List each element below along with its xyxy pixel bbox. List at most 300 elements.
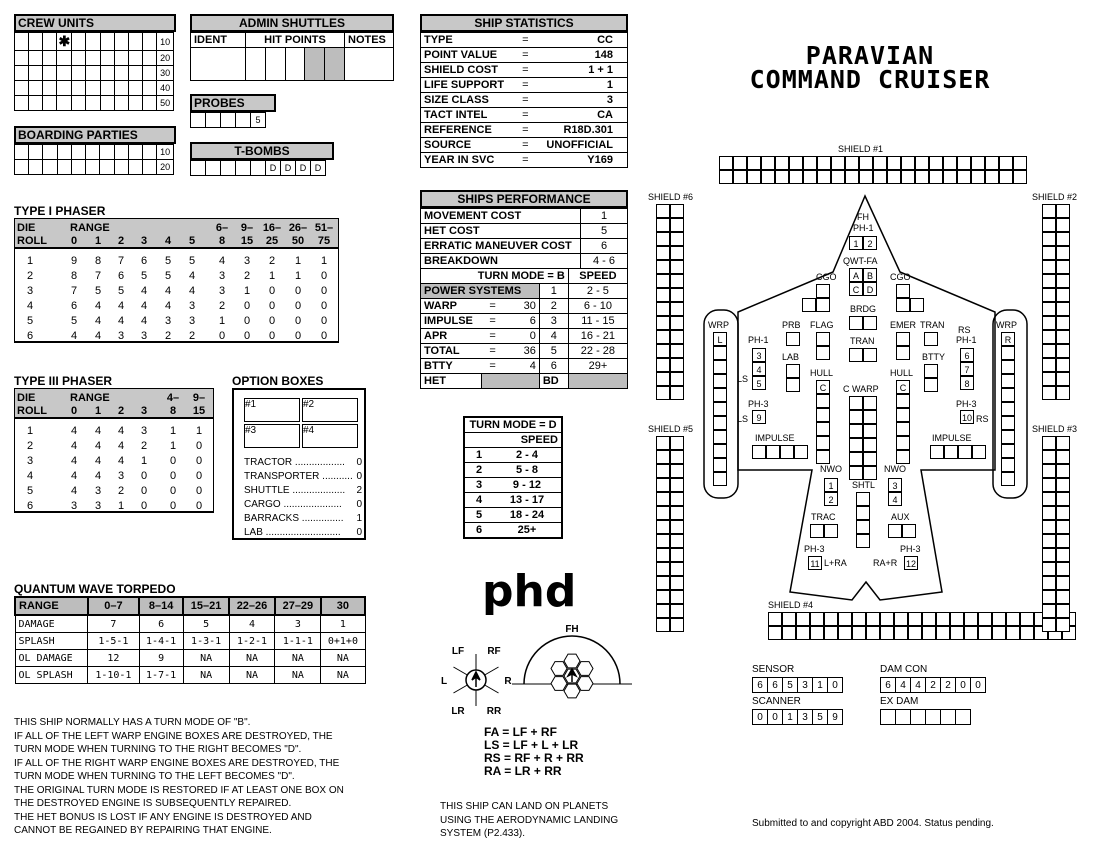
shield-2-box[interactable] <box>1056 330 1070 344</box>
shield-5-box[interactable] <box>670 450 684 464</box>
shield-1-box[interactable] <box>845 170 859 184</box>
boarding-party-box[interactable] <box>128 160 142 175</box>
crew-unit-box[interactable] <box>128 51 142 66</box>
sensor-box[interactable]: 6 <box>767 677 783 693</box>
left-warp-box[interactable] <box>713 430 727 444</box>
boarding-party-box[interactable] <box>71 160 85 175</box>
impulse-box[interactable] <box>958 445 972 459</box>
shield-3-box[interactable] <box>1056 590 1070 604</box>
shield-6-box[interactable] <box>656 246 670 260</box>
crew-unit-box[interactable] <box>15 33 29 51</box>
hull-box[interactable] <box>896 436 910 450</box>
shield-2-box[interactable] <box>1056 288 1070 302</box>
shield-5-box[interactable] <box>656 450 670 464</box>
cargo-box[interactable] <box>910 298 924 312</box>
shield-1-box[interactable] <box>817 170 831 184</box>
shield-1-box[interactable] <box>859 170 873 184</box>
shield-3-box[interactable] <box>1042 506 1056 520</box>
scanner-box[interactable]: 3 <box>797 709 813 725</box>
shield-6-box[interactable] <box>656 232 670 246</box>
hull-box[interactable] <box>816 394 830 408</box>
boarding-party-box[interactable] <box>142 145 156 160</box>
shield-5-box[interactable] <box>670 534 684 548</box>
shield-6-box[interactable] <box>656 302 670 316</box>
aux-box[interactable] <box>888 524 902 538</box>
shield-3-box[interactable] <box>1042 590 1056 604</box>
phaser-3-box[interactable]: 11 <box>808 556 822 570</box>
shield-1-box[interactable] <box>719 170 733 184</box>
shield-1-box[interactable] <box>985 170 999 184</box>
shield-5-box[interactable] <box>656 506 670 520</box>
shield-1-box[interactable] <box>901 170 915 184</box>
right-warp-box[interactable] <box>1001 444 1015 458</box>
exdam-box[interactable] <box>955 709 971 725</box>
shield-2-box[interactable] <box>1056 218 1070 232</box>
right-warp-box[interactable] <box>1001 402 1015 416</box>
boarding-party-box[interactable] <box>15 160 29 175</box>
damcon-box[interactable]: 4 <box>895 677 911 693</box>
shield-4-box[interactable] <box>810 626 824 640</box>
right-warp-box[interactable]: R <box>1001 332 1015 346</box>
shield-5-box[interactable] <box>656 590 670 604</box>
shuttle-box[interactable] <box>856 520 870 534</box>
boarding-party-box[interactable] <box>57 160 71 175</box>
shield-6-box[interactable] <box>656 218 670 232</box>
right-warp-box[interactable] <box>1001 472 1015 486</box>
shield-3-box[interactable] <box>1056 492 1070 506</box>
dummy-box[interactable]: D <box>266 161 281 176</box>
shield-4-box[interactable] <box>964 612 978 626</box>
shield-2-box[interactable] <box>1042 316 1056 330</box>
left-warp-box[interactable] <box>713 374 727 388</box>
shield-1-box[interactable] <box>789 170 803 184</box>
shield-4-box[interactable] <box>852 626 866 640</box>
shield-5-box[interactable] <box>656 436 670 450</box>
shield-5-box[interactable] <box>656 576 670 590</box>
shield-3-box[interactable] <box>1042 562 1056 576</box>
shield-4-box[interactable] <box>838 612 852 626</box>
crew-unit-box[interactable] <box>15 81 29 96</box>
shield-5-box[interactable] <box>656 534 670 548</box>
exdam-box[interactable] <box>925 709 941 725</box>
transporter-box[interactable] <box>924 332 938 346</box>
tractor-box[interactable] <box>810 524 824 538</box>
emer-box[interactable] <box>896 332 910 346</box>
shield-5-box[interactable] <box>656 464 670 478</box>
hull-c-box[interactable]: C <box>896 380 910 394</box>
shield-2-box[interactable] <box>1056 358 1070 372</box>
boarding-party-box[interactable] <box>142 160 156 175</box>
shield-1-box[interactable] <box>747 156 761 170</box>
het-box[interactable] <box>481 374 539 389</box>
shield-1-box[interactable] <box>733 156 747 170</box>
shield-2-box[interactable] <box>1056 260 1070 274</box>
crew-unit-box[interactable] <box>29 66 43 81</box>
hull-box[interactable] <box>816 408 830 422</box>
shield-5-box[interactable] <box>670 618 684 632</box>
boarding-party-box[interactable] <box>43 160 57 175</box>
crew-unit-box[interactable] <box>128 66 142 81</box>
crew-unit-box[interactable] <box>143 51 157 66</box>
shield-3-box[interactable] <box>1056 450 1070 464</box>
ident-cell[interactable] <box>191 48 246 81</box>
impulse-box[interactable] <box>766 445 780 459</box>
shield-6-box[interactable] <box>670 274 684 288</box>
crew-unit-box[interactable] <box>43 51 57 66</box>
boarding-party-box[interactable] <box>86 160 100 175</box>
probe-launcher-box[interactable] <box>786 332 800 346</box>
shield-5-box[interactable] <box>670 576 684 590</box>
shield-1-box[interactable] <box>901 156 915 170</box>
crew-unit-box[interactable] <box>143 66 157 81</box>
cargo-box[interactable] <box>896 298 910 312</box>
shield-5-box[interactable] <box>656 618 670 632</box>
shield-3-box[interactable] <box>1056 506 1070 520</box>
crew-unit-box[interactable] <box>72 81 86 96</box>
crew-unit-box[interactable] <box>15 66 29 81</box>
shield-4-box[interactable] <box>992 626 1006 640</box>
bridge-box[interactable] <box>863 316 877 330</box>
hit-points-cell[interactable] <box>246 48 345 81</box>
shield-5-box[interactable] <box>656 492 670 506</box>
crew-unit-box[interactable] <box>15 96 29 111</box>
boarding-party-box[interactable] <box>43 145 57 160</box>
crew-unit-box[interactable] <box>100 33 114 51</box>
phaser-box[interactable]: 3 <box>752 348 766 362</box>
t-bomb-box[interactable] <box>191 161 206 176</box>
crew-unit-box[interactable] <box>43 66 57 81</box>
battery-box[interactable] <box>924 364 938 378</box>
shield-2-box[interactable] <box>1042 246 1056 260</box>
shield-5-box[interactable] <box>670 478 684 492</box>
shield-4-box[interactable] <box>964 626 978 640</box>
shield-6-box[interactable] <box>656 288 670 302</box>
shield-3-box[interactable] <box>1042 436 1056 450</box>
shield-3-box[interactable] <box>1042 450 1056 464</box>
phaser-3-box[interactable]: 10 <box>960 410 974 424</box>
shield-1-box[interactable] <box>845 156 859 170</box>
right-warp-box[interactable] <box>1001 388 1015 402</box>
shield-1-box[interactable] <box>775 170 789 184</box>
shield-3-box[interactable] <box>1042 478 1056 492</box>
transporter-box[interactable] <box>849 348 863 362</box>
shield-4-box[interactable] <box>1020 626 1034 640</box>
shield-4-box[interactable] <box>796 626 810 640</box>
crew-unit-box[interactable] <box>43 96 57 111</box>
left-warp-box[interactable] <box>713 444 727 458</box>
shield-5-box[interactable] <box>670 436 684 450</box>
shield-1-box[interactable] <box>873 156 887 170</box>
crew-unit-box[interactable] <box>57 66 72 81</box>
shield-2-box[interactable] <box>1042 204 1056 218</box>
crew-unit-box[interactable] <box>57 96 72 111</box>
shield-1-box[interactable] <box>957 156 971 170</box>
damcon-box[interactable]: 6 <box>880 677 896 693</box>
hull-box[interactable] <box>816 436 830 450</box>
right-warp-box[interactable] <box>1001 360 1015 374</box>
qwt-d-box[interactable]: D <box>863 282 877 296</box>
left-warp-box[interactable]: L <box>713 332 727 346</box>
shield-6-box[interactable] <box>656 386 670 400</box>
shield-1-box[interactable] <box>943 170 957 184</box>
shield-5-box[interactable] <box>670 590 684 604</box>
sensor-box[interactable]: 3 <box>797 677 813 693</box>
boarding-party-box[interactable] <box>15 145 29 160</box>
shield-4-box[interactable] <box>866 626 880 640</box>
cargo-box[interactable] <box>896 284 910 298</box>
shield-2-box[interactable] <box>1056 204 1070 218</box>
shield-2-box[interactable] <box>1042 330 1056 344</box>
shield-5-box[interactable] <box>670 548 684 562</box>
shield-5-box[interactable] <box>656 562 670 576</box>
shield-1-box[interactable] <box>929 156 943 170</box>
qwt-c-box[interactable]: C <box>849 282 863 296</box>
hull-box[interactable] <box>896 408 910 422</box>
crew-unit-box[interactable] <box>72 66 86 81</box>
boarding-party-box[interactable] <box>100 145 114 160</box>
shield-1-box[interactable] <box>733 170 747 184</box>
shield-6-box[interactable] <box>656 260 670 274</box>
impulse-box[interactable] <box>752 445 766 459</box>
right-warp-box[interactable] <box>1001 374 1015 388</box>
exdam-box[interactable] <box>895 709 911 725</box>
crew-unit-box[interactable] <box>143 96 157 111</box>
shield-6-box[interactable] <box>656 344 670 358</box>
lab-box[interactable] <box>786 364 800 378</box>
shield-5-box[interactable] <box>670 464 684 478</box>
shield-3-box[interactable] <box>1042 576 1056 590</box>
cargo-box[interactable] <box>816 298 830 312</box>
emer-box[interactable] <box>896 346 910 360</box>
shield-6-box[interactable] <box>670 288 684 302</box>
center-warp-box[interactable] <box>863 466 877 480</box>
cargo-box[interactable] <box>802 298 816 312</box>
sensor-box[interactable]: 0 <box>827 677 843 693</box>
shield-4-box[interactable] <box>908 626 922 640</box>
shield-1-box[interactable] <box>1013 156 1027 170</box>
crew-unit-box[interactable] <box>72 33 86 51</box>
bd-box[interactable] <box>568 374 627 389</box>
crew-unit-box[interactable] <box>43 81 57 96</box>
shield-1-box[interactable] <box>971 170 985 184</box>
shield-2-box[interactable] <box>1056 246 1070 260</box>
probe-box[interactable] <box>191 113 206 128</box>
shield-5-box[interactable] <box>670 520 684 534</box>
impulse-box[interactable] <box>972 445 986 459</box>
crew-unit-box[interactable] <box>86 51 100 66</box>
t-bomb-box[interactable] <box>236 161 251 176</box>
shuttle-box[interactable] <box>856 506 870 520</box>
boarding-party-box[interactable] <box>114 145 128 160</box>
damcon-box[interactable]: 0 <box>970 677 986 693</box>
crew-unit-box[interactable] <box>100 81 114 96</box>
shield-2-box[interactable] <box>1056 386 1070 400</box>
probe-box[interactable] <box>206 113 221 128</box>
damcon-box[interactable]: 2 <box>940 677 956 693</box>
shield-3-box[interactable] <box>1042 464 1056 478</box>
phaser-box[interactable]: 5 <box>752 376 766 390</box>
phaser-1-box[interactable]: 2 <box>863 236 877 250</box>
impulse-box[interactable] <box>930 445 944 459</box>
shield-6-box[interactable] <box>670 386 684 400</box>
center-warp-box[interactable] <box>863 410 877 424</box>
crew-unit-box[interactable] <box>57 81 72 96</box>
impulse-box[interactable] <box>944 445 958 459</box>
shield-1-box[interactable] <box>873 170 887 184</box>
left-warp-box[interactable] <box>713 346 727 360</box>
shield-4-box[interactable] <box>978 612 992 626</box>
shield-2-box[interactable] <box>1056 316 1070 330</box>
shield-4-box[interactable] <box>838 626 852 640</box>
shield-1-box[interactable] <box>915 156 929 170</box>
tractor-box[interactable] <box>824 524 838 538</box>
shield-6-box[interactable] <box>670 330 684 344</box>
shield-1-box[interactable] <box>817 156 831 170</box>
boarding-party-box[interactable] <box>128 145 142 160</box>
shield-2-box[interactable] <box>1042 232 1056 246</box>
shield-3-box[interactable] <box>1056 478 1070 492</box>
crew-unit-box[interactable] <box>100 96 114 111</box>
shield-1-box[interactable] <box>761 156 775 170</box>
scanner-box[interactable]: 9 <box>827 709 843 725</box>
shield-1-box[interactable] <box>775 156 789 170</box>
left-warp-box[interactable] <box>713 472 727 486</box>
exdam-box[interactable] <box>880 709 896 725</box>
shield-2-box[interactable] <box>1042 358 1056 372</box>
right-warp-box[interactable] <box>1001 458 1015 472</box>
shield-2-box[interactable] <box>1042 218 1056 232</box>
hull-box[interactable] <box>896 422 910 436</box>
shield-4-box[interactable] <box>950 612 964 626</box>
shield-5-box[interactable] <box>656 478 670 492</box>
shield-6-box[interactable] <box>670 316 684 330</box>
shield-6-box[interactable] <box>656 358 670 372</box>
shield-1-box[interactable] <box>929 170 943 184</box>
boarding-party-box[interactable] <box>100 160 114 175</box>
shield-1-box[interactable] <box>971 156 985 170</box>
phaser-box[interactable]: 8 <box>960 376 974 390</box>
shield-5-box[interactable] <box>670 604 684 618</box>
shield-1-box[interactable] <box>999 156 1013 170</box>
center-warp-box[interactable] <box>849 452 863 466</box>
dummy-box[interactable]: D <box>281 161 296 176</box>
shuttle-box[interactable] <box>856 534 870 548</box>
hull-box[interactable] <box>896 394 910 408</box>
crew-unit-box[interactable] <box>114 51 128 66</box>
phaser-3-box[interactable]: 12 <box>904 556 918 570</box>
shield-4-box[interactable] <box>768 612 782 626</box>
t-bomb-box[interactable] <box>221 161 236 176</box>
shield-3-box[interactable] <box>1056 604 1070 618</box>
damcon-box[interactable]: 0 <box>955 677 971 693</box>
crew-unit-box[interactable] <box>15 51 29 66</box>
shield-1-box[interactable] <box>1013 170 1027 184</box>
t-bomb-box[interactable] <box>206 161 221 176</box>
hull-box[interactable] <box>816 450 830 464</box>
shield-3-box[interactable] <box>1056 534 1070 548</box>
shield-4-box[interactable] <box>1006 612 1020 626</box>
flag-box[interactable] <box>816 332 830 346</box>
left-warp-box[interactable] <box>713 388 727 402</box>
sensor-box[interactable]: 5 <box>782 677 798 693</box>
crew-unit-box[interactable] <box>114 96 128 111</box>
crew-unit-box[interactable] <box>114 66 128 81</box>
shield-1-box[interactable] <box>985 156 999 170</box>
shield-3-box[interactable] <box>1056 464 1070 478</box>
damcon-box[interactable]: 4 <box>910 677 926 693</box>
shield-1-box[interactable] <box>761 170 775 184</box>
shield-1-box[interactable] <box>803 156 817 170</box>
right-warp-box[interactable] <box>1001 416 1015 430</box>
crew-unit-box[interactable] <box>86 96 100 111</box>
aux-box[interactable] <box>902 524 916 538</box>
shield-1-box[interactable] <box>747 170 761 184</box>
center-warp-box[interactable] <box>849 466 863 480</box>
shield-6-box[interactable] <box>670 204 684 218</box>
shuttle-box[interactable] <box>856 492 870 506</box>
shield-4-box[interactable] <box>992 612 1006 626</box>
shield-3-box[interactable] <box>1056 618 1070 632</box>
shield-1-box[interactable] <box>859 156 873 170</box>
shield-5-box[interactable] <box>656 604 670 618</box>
shield-4-box[interactable] <box>824 612 838 626</box>
boarding-party-box[interactable] <box>57 145 71 160</box>
shield-6-box[interactable] <box>670 344 684 358</box>
shield-1-box[interactable] <box>915 170 929 184</box>
scanner-box[interactable]: 1 <box>782 709 798 725</box>
phaser-box[interactable]: 7 <box>960 362 974 376</box>
boarding-party-box[interactable] <box>29 160 43 175</box>
shield-4-box[interactable] <box>880 612 894 626</box>
shield-4-box[interactable] <box>1006 626 1020 640</box>
hull-box[interactable] <box>896 450 910 464</box>
t-bomb-box[interactable] <box>251 161 266 176</box>
shield-4-box[interactable] <box>936 612 950 626</box>
shield-3-box[interactable] <box>1056 520 1070 534</box>
shield-6-box[interactable] <box>656 316 670 330</box>
center-warp-box[interactable] <box>863 424 877 438</box>
sensor-box[interactable]: 6 <box>752 677 768 693</box>
shield-2-box[interactable] <box>1056 344 1070 358</box>
center-warp-box[interactable] <box>849 438 863 452</box>
shield-3-box[interactable] <box>1042 604 1056 618</box>
shield-6-box[interactable] <box>670 372 684 386</box>
shield-4-box[interactable] <box>950 626 964 640</box>
boarding-party-box[interactable] <box>114 160 128 175</box>
shield-1-box[interactable] <box>789 156 803 170</box>
shield-2-box[interactable] <box>1042 386 1056 400</box>
shield-4-box[interactable] <box>978 626 992 640</box>
qwt-a-box[interactable]: A <box>849 268 863 282</box>
shield-4-box[interactable] <box>782 612 796 626</box>
shield-1-box[interactable] <box>719 156 733 170</box>
hull-c-box[interactable]: C <box>816 380 830 394</box>
shield-2-box[interactable] <box>1042 302 1056 316</box>
crew-unit-box[interactable] <box>100 66 114 81</box>
crew-unit-box[interactable] <box>72 51 86 66</box>
shield-4-box[interactable] <box>1020 612 1034 626</box>
crew-unit-box[interactable] <box>128 81 142 96</box>
shield-3-box[interactable] <box>1042 618 1056 632</box>
flag-box[interactable] <box>816 346 830 360</box>
shield-2-box[interactable] <box>1042 344 1056 358</box>
shield-3-box[interactable] <box>1042 534 1056 548</box>
option-box-3[interactable] <box>244 424 300 448</box>
crew-unit-box[interactable] <box>43 33 57 51</box>
crew-unit-box[interactable] <box>29 33 43 51</box>
crew-unit-box-marked[interactable]: ✱ <box>58 33 71 49</box>
shield-6-box[interactable] <box>670 358 684 372</box>
